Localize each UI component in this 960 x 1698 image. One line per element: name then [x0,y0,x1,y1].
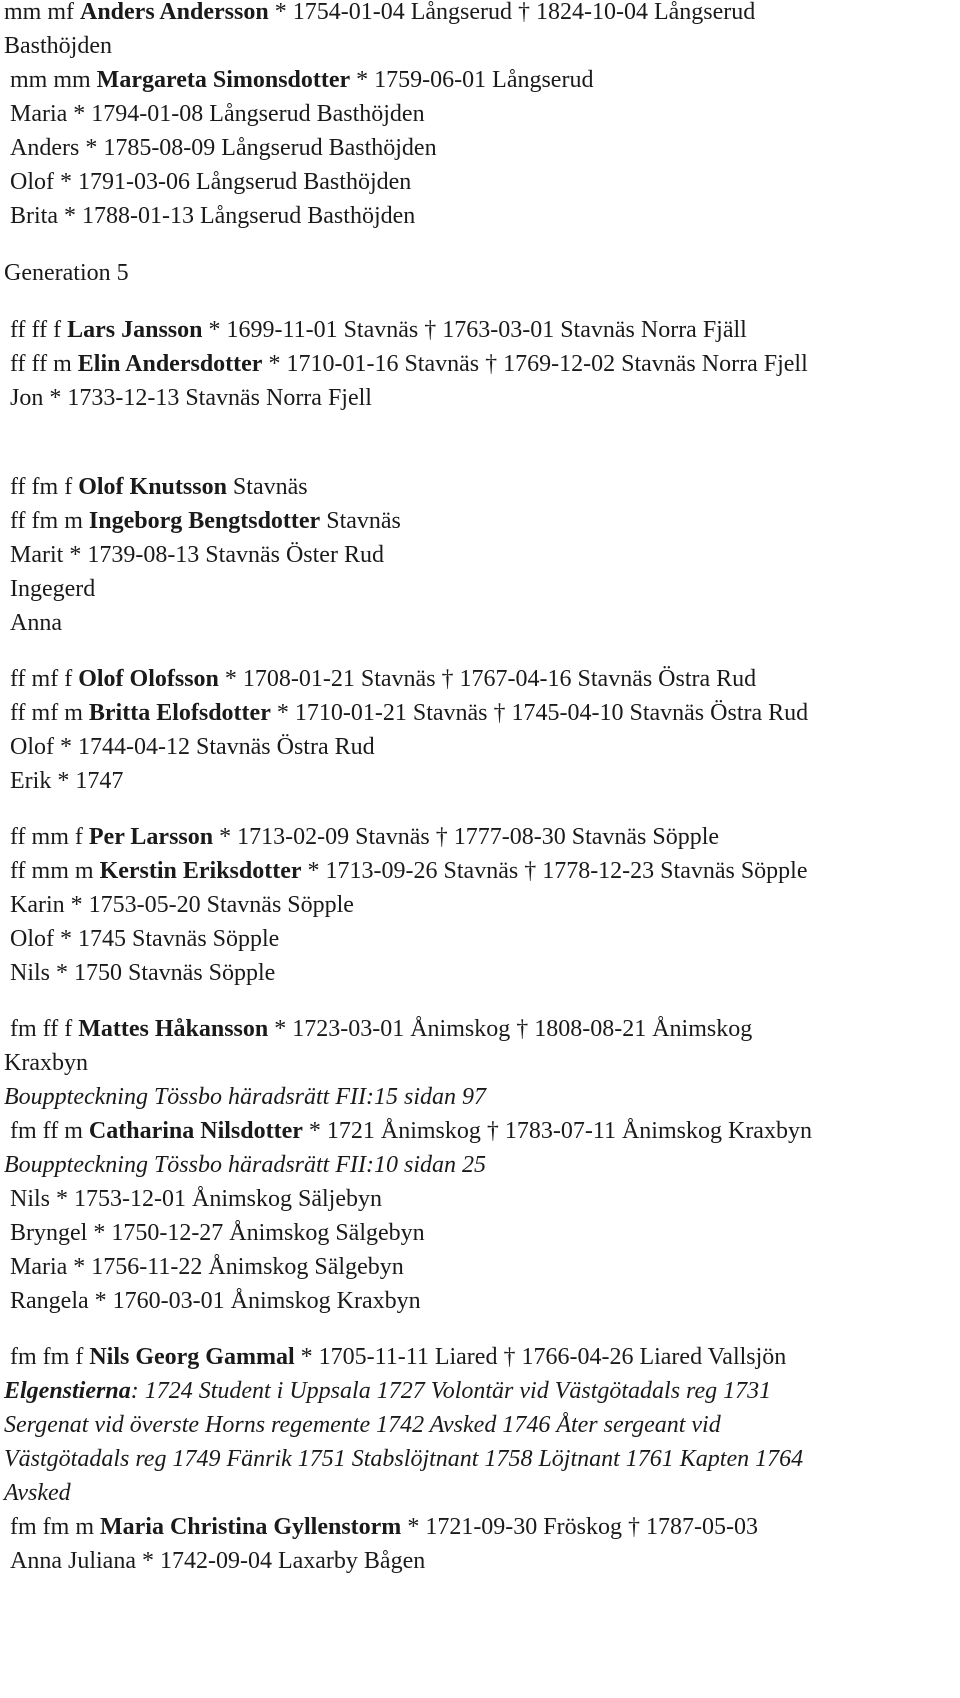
person-name: Lars Jansson [67,317,203,343]
relation-code: ff fm m [10,508,83,534]
person-name: Olof Knutsson [78,474,227,500]
biography-text: : 1724 Student i Uppsala 1727 Volontär vid Västgötadals reg 1731 [130,1378,772,1404]
person-name: Maria Christina Gyllenstorm [100,1514,402,1540]
person-dates: * 1721 Ånimskog † 1783-07-11 Ånimskog Kraxbyn [308,1118,812,1144]
person-name: Per Larsson [88,824,214,850]
person-name: Kerstin Eriksdotter [99,858,302,884]
person-line [10,822,719,852]
person-line [10,472,308,502]
person-line [10,315,747,345]
person-line [10,1342,786,1372]
child-line: Brita * 1788-01-13 Långserud Basthöjden [10,203,416,229]
relation-code: fm fm f [10,1344,84,1370]
person-line [10,349,808,379]
relation-code: mm mm [10,67,91,93]
person-line [10,856,808,886]
person-dates: * 1705-11-11 Liared † 1766-04-26 Liared Vallsjön [300,1344,787,1370]
person-dates: * 1754-01-04 Långserud † 1824-10-04 Långserud [274,0,756,25]
person-dates: * 1710-01-21 Stavnäs † 1745-04-10 Stavnäs Östra Rud [276,700,809,726]
relation-code: ff mm m [10,858,94,884]
relation-code: ff mf f [10,666,73,692]
person-line [10,65,593,95]
child-line: Ingegerd [10,576,96,602]
child-line: Karin * 1753-05-20 Stavnäs Söpple [10,892,354,918]
child-line: Bryngel * 1750-12-27 Ånimskog Sälgebyn [10,1220,425,1246]
person-name: Anders Andersson [80,0,269,25]
person-name: Olof Olofsson [78,666,219,692]
person-dates: Stavnäs [326,508,401,534]
child-line: Anders * 1785-08-09 Långserud Basthöjden [10,135,437,161]
relation-code: ff mf m [10,700,83,726]
biography-line: Sergenat vid överste Horns regemente 1742 Avsked 1746 Åter sergeant vid [4,1412,721,1438]
relation-code: ff fm f [10,474,73,500]
relation-code: ff ff f [10,317,62,343]
person-name: Ingeborg Bengtsdotter [88,508,321,534]
biography-line: Västgötadals reg 1749 Fänrik 1751 Stabslöjtnant 1758 Löjtnant 1761 Kapten 1764 [4,1446,804,1472]
relation-code: fm ff m [10,1118,83,1144]
person-line-continued: Kraxbyn [4,1050,88,1076]
person-name: Britta Elofsdotter [88,700,271,726]
person-line [10,698,808,728]
person-name: Margareta Simonsdotter [96,67,351,93]
person-line [10,1512,758,1542]
person-line [10,506,401,536]
person-dates: Stavnäs [232,474,308,500]
person-name: Catharina Nilsdotter [88,1118,303,1144]
child-line: Olof * 1744-04-12 Stavnäs Östra Rud [10,734,375,760]
person-line [10,1116,812,1146]
child-line: Rangela * 1760-03-01 Ånimskog Kraxbyn [10,1288,421,1314]
person-line [10,1014,752,1044]
child-line: Erik * 1747 [10,768,124,794]
child-line: Nils * 1750 Stavnäs Söpple [10,960,276,986]
child-line: Olof * 1791-03-06 Långserud Basthöjden [10,169,412,195]
person-name: Nils Georg Gammal [89,1344,295,1370]
child-line: Maria * 1794-01-08 Långserud Basthöjden [10,101,425,127]
relation-code: ff ff m [10,351,72,377]
relation-code: mm mf [4,0,74,25]
person-line-continued: Basthöjden [4,33,112,59]
child-line: Nils * 1753-12-01 Ånimskog Säljebyn [10,1186,382,1212]
relation-code: fm fm m [10,1514,94,1540]
person-line [10,664,756,694]
biography-line [4,1376,771,1406]
child-line: Olof * 1745 Stavnäs Söpple [10,926,280,952]
person-dates: * 1699-11-01 Stavnäs † 1763-03-01 Stavnäs Norra Fjäll [208,317,747,343]
person-dates: * 1759-06-01 Långserud [356,67,594,93]
probate-note: Bouppteckning Tössbo häradsrätt FII:10 sidan 25 [4,1152,486,1178]
relation-code: ff mm f [10,824,83,850]
person-dates: * 1713-02-09 Stavnäs † 1777-08-30 Stavnäs Söpple [219,824,720,850]
generation-heading: Generation 5 [4,260,129,286]
person-name: Elin Andersdotter [77,351,263,377]
probate-note: Bouppteckning Tössbo häradsrätt FII:15 sidan 97 [4,1084,486,1110]
child-line: Maria * 1756-11-22 Ånimskog Sälgebyn [10,1254,404,1280]
child-line: Marit * 1739-08-13 Stavnäs Öster Rud [10,542,384,568]
biography-source: Elgenstierna [4,1378,131,1404]
person-dates: * 1713-09-26 Stavnäs † 1778-12-23 Stavnäs Söpple [307,858,808,884]
child-line: Jon * 1733-12-13 Stavnäs Norra Fjell [10,385,372,411]
person-name: Mattes Håkansson [78,1016,269,1042]
relation-code: fm ff f [10,1016,73,1042]
person-dates: * 1721-09-30 Fröskog † 1787-05-03 [407,1514,758,1540]
child-line: Anna Juliana * 1742-09-04 Laxarby Bågen [10,1548,426,1574]
person-dates: * 1710-01-16 Stavnäs † 1769-12-02 Stavnäs Norra Fjell [268,351,808,377]
biography-line: Avsked [4,1480,71,1506]
person-line [4,0,755,27]
person-dates: * 1723-03-01 Ånimskog † 1808-08-21 Ånimskog [274,1016,753,1042]
child-line: Anna [10,610,62,636]
person-dates: * 1708-01-21 Stavnäs † 1767-04-16 Stavnäs Östra Rud [224,666,757,692]
